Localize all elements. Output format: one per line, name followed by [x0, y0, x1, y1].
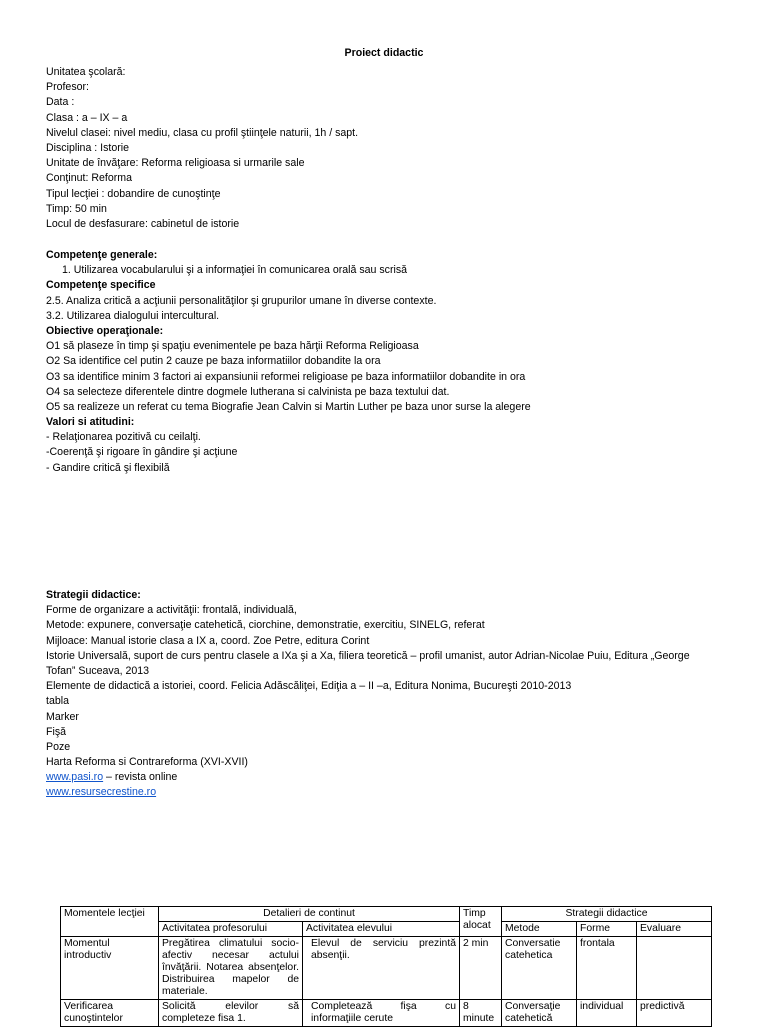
teacher-line: Profesor: — [46, 81, 89, 94]
general-competences-heading: Competenţe generale: — [46, 249, 158, 261]
strategy-line: Metode: expunere, conversaţie catehetică, ciorchine, demonstratie, exercitiu, SINELG, referat — [46, 619, 485, 632]
discipline-line: Disciplina : Istorie — [46, 141, 130, 154]
header-forme: Forme — [577, 922, 637, 937]
strategy-line: Mijloace: Manual istorie clasa a IX a, coord. Zoe Petre, editura Corint — [46, 634, 370, 647]
value-item: - Gandire critică şi flexibilă — [46, 461, 170, 474]
strategy-line: Harta Reforma si Contrareforma (XVI-XVII) — [46, 756, 248, 769]
competences-section — [46, 248, 736, 476]
pasi-link-suffix: – revista online — [103, 771, 178, 784]
value-item: - Relaţionarea pozitivă cu ceilalţi. — [46, 431, 201, 444]
timp-cell: 2 min — [460, 937, 502, 1000]
value-item: -Coerenţă şi rigoare în gândire şi acţiune — [46, 446, 238, 459]
school-line: Unitatea şcolară: — [46, 66, 126, 78]
moment-cell: Verificarea cunoştintelor — [61, 1000, 159, 1027]
strategy-line: Elemente de didactică a istoriei, coord. Felicia Adăscăliţei, Ediţia a – II –a, Editura Nonima, Bucureşti 2010-2013 — [46, 680, 572, 693]
objectives-heading: Obiective operaţionale: — [46, 324, 164, 337]
objective-item: O1 să plaseze în timp şi spaţiu evenimentele pe baza hărţii Reforma Religioasa — [46, 340, 419, 353]
evaluare-cell — [637, 937, 712, 1000]
header-strategii: Strategii didactice — [502, 907, 712, 922]
lesson-table — [60, 906, 712, 1027]
header-evaluare: Evaluare — [637, 922, 712, 937]
pasi-link[interactable]: www.pasi.ro — [46, 771, 104, 784]
strategies-section — [46, 588, 736, 801]
time-line: Timp: 50 min — [46, 202, 107, 215]
objective-item: O2 Sa identifice cel putin 2 cauze pe baza informatiilor dobandite la ora — [46, 355, 381, 368]
class-level-line: Nivelul clasei: nivel mediu, clasa cu profil ştiinţele naturii, 1h / sapt. — [46, 126, 359, 139]
strategy-line: Marker — [46, 710, 79, 723]
table-header-row — [61, 907, 712, 922]
forme-cell: individual — [577, 1000, 637, 1027]
header-timp: Timp alocat — [460, 907, 502, 937]
elev-cell: Completează fişa cu informaţiile cerute — [303, 1000, 460, 1027]
prof-cell: Pregătirea climatului socio-afectiv necesar actului învăţării. Notarea absenţelor. Distribuirea mapelor de materiale. — [159, 937, 303, 1000]
date-line: Data : — [46, 96, 75, 109]
table-row — [61, 1000, 712, 1027]
specific-competences-heading: Competenţe specifice — [46, 279, 156, 292]
strategy-line: Istorie Universală, suport de curs pentru clasele a IXa şi a Xa, filiera teoretică – profil umanist, autor Adrian-Nicolae Puiu, Editura „George Tofan” Suceava, 2013 — [46, 649, 690, 677]
strategies-heading: Strategii didactice: — [46, 589, 141, 601]
learning-unit-line: Unitate de învăţare: Reforma religioasa si urmarile sale — [46, 157, 305, 170]
forme-cell: frontala — [577, 937, 637, 1000]
header-prof: Activitatea profesorului — [159, 922, 303, 937]
location-line: Locul de desfasurare: cabinetul de istorie — [46, 217, 240, 230]
lesson-type-line: Tipul lecţiei : dobandire de cunoştinţe — [46, 187, 221, 200]
moment-cell: Momentul introductiv — [61, 937, 159, 1000]
resursecrestine-link[interactable]: www.resursecrestine.ro — [46, 786, 157, 799]
prof-cell: Solicită elevilor să completeze fisa 1. — [159, 1000, 303, 1027]
link-line-resurse — [46, 785, 736, 800]
strategy-line: Poze — [46, 740, 71, 753]
table-subheader-row — [61, 922, 712, 937]
header-info — [46, 65, 736, 232]
specific-competence-item: 2.5. Analiza critică a acţiunii personalităţilor şi grupurilor umane în diverse contexte. — [46, 294, 437, 307]
strategy-line: Fişă — [46, 725, 67, 738]
metode-cell: Conversatie catehetica — [502, 937, 577, 1000]
objective-item: O3 sa identifice minim 3 factori ai expansiunii reformei religioase pe baza informatiilor dobandite in ora — [46, 370, 526, 383]
values-heading: Valori si atitudini: — [46, 416, 135, 429]
evaluare-cell: predictivă — [637, 1000, 712, 1027]
objective-item: O4 sa selecteze diferentele dintre dogmele lutherana si calvinista pe baza textului dat. — [46, 385, 450, 398]
strategy-line: Forme de organizare a activităţii: frontală, individuală, — [46, 604, 297, 617]
link-line-pasi — [46, 770, 736, 785]
elev-cell: Elevul de serviciu prezintă absenţii. — [303, 937, 460, 1000]
document-title: Proiect didactic — [344, 47, 424, 59]
specific-competence-item: 3.2. Utilizarea dialogului intercultural. — [46, 309, 220, 322]
header-detalieri: Detalieri de continut — [159, 907, 460, 922]
header-metode: Metode — [502, 922, 577, 937]
content-line: Conţinut: Reforma — [46, 172, 132, 185]
metode-cell: Conversaţie catehetică — [502, 1000, 577, 1027]
objective-item: O5 sa realizeze un referat cu tema Biografie Jean Calvin si Martin Luther pe baza unor surse la alegere — [46, 400, 531, 413]
timp-cell: 8 minute — [460, 1000, 502, 1027]
general-competence-item: 1. Utilizarea vocabularului şi a informaţiei în comunicarea orală sau scrisă — [62, 264, 408, 277]
table-row — [61, 937, 712, 1000]
header-elev: Activitatea elevului — [303, 922, 460, 937]
strategy-line: tabla — [46, 695, 69, 708]
class-line: Clasa : a – IX – a — [46, 111, 128, 124]
header-momentele: Momentele lecţiei — [61, 907, 159, 937]
